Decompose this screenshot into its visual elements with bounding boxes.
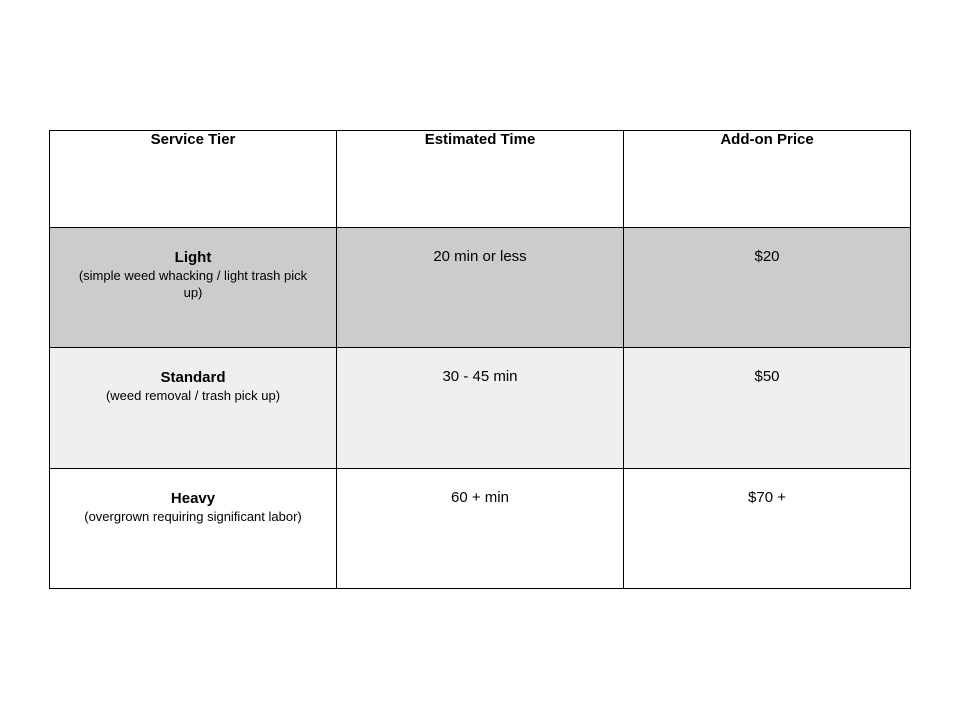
table-row-standard: [50, 348, 911, 468]
price-cell: [624, 468, 911, 588]
service-pricing-table: [49, 130, 911, 589]
tier-description: (overgrown requiring significant labor): [84, 508, 302, 524]
tier-cell: [50, 468, 337, 588]
price-cell: [624, 348, 911, 468]
estimated-time-value: 60 + min: [451, 488, 509, 506]
time-cell: [337, 348, 624, 468]
time-cell: [337, 468, 624, 588]
time-cell: [337, 228, 624, 348]
tier-description: (weed removal / trash pick up): [105, 388, 281, 404]
price-cell: [624, 228, 911, 348]
tier-description: (simple weed whacking / light trash pick up): [78, 268, 308, 301]
header-estimated-time: Estimated Time: [337, 131, 624, 228]
tier-name: Light: [174, 249, 212, 267]
tier-name: Standard: [160, 369, 226, 387]
estimated-time-value: 20 min or less: [433, 248, 527, 266]
add-on-price-value: $50: [754, 368, 780, 386]
header-add-on-price: Add-on Price: [624, 131, 911, 228]
table-row-light: [50, 228, 911, 348]
estimated-time-value: 30 - 45 min: [442, 368, 518, 386]
table-header-row: [50, 131, 911, 228]
add-on-price-value: $70 +: [748, 488, 786, 506]
add-on-price-value: $20: [754, 248, 780, 266]
tier-cell: [50, 228, 337, 348]
tier-cell: [50, 348, 337, 468]
table-row-heavy: [50, 468, 911, 588]
header-service-tier: Service Tier: [50, 131, 337, 228]
tier-name: Heavy: [170, 489, 216, 507]
